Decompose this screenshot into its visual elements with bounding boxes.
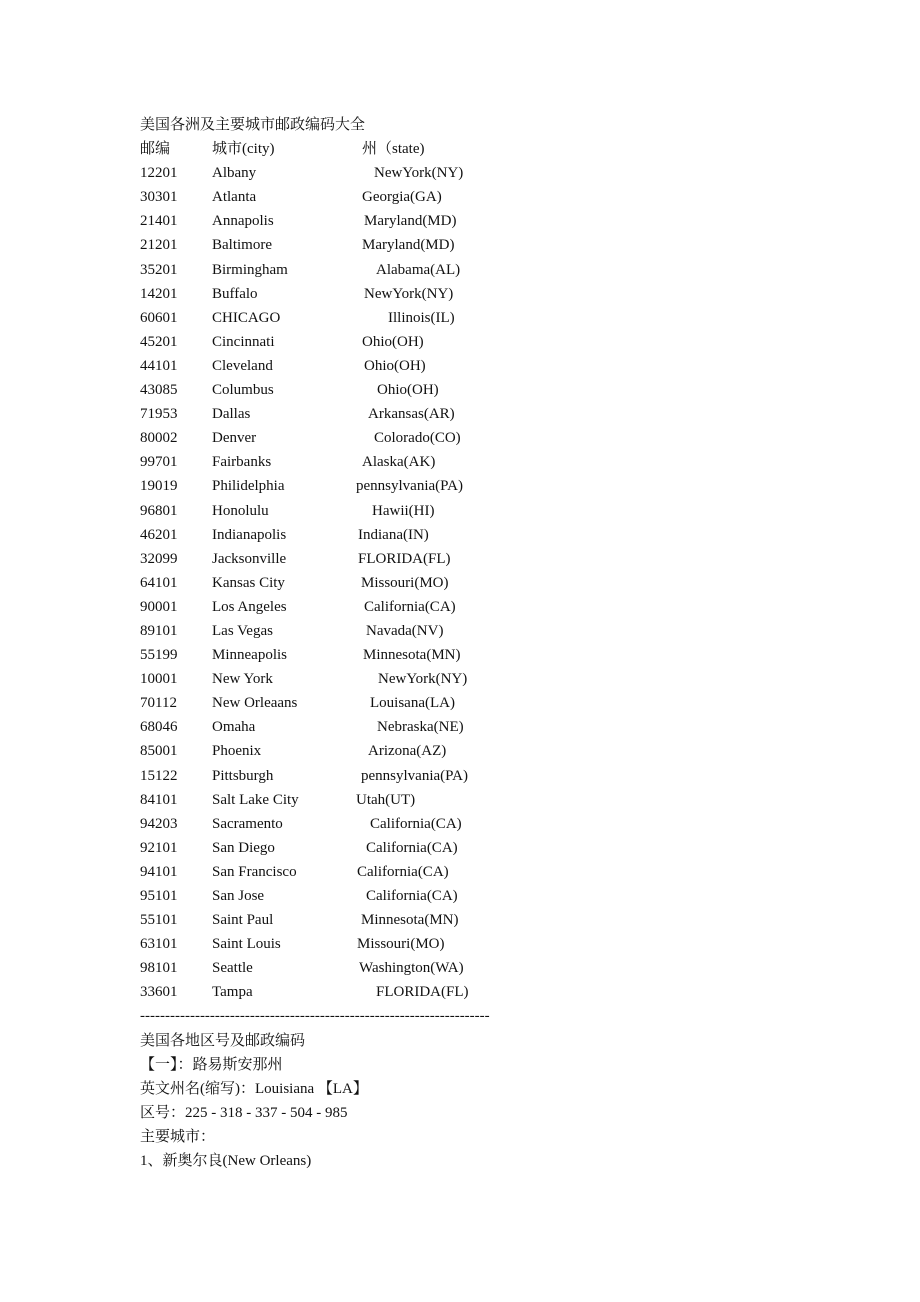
table-row — [140, 812, 780, 836]
table-row — [140, 450, 780, 474]
header-zip: 邮编 — [140, 141, 171, 158]
table-row — [140, 884, 780, 908]
row-city: Pittsburgh — [212, 767, 274, 784]
major-cities-label: 主要城市： — [140, 1128, 216, 1145]
row-state: California(CA) — [366, 888, 458, 904]
row-city: Minneapolis — [212, 647, 287, 664]
row-city: Cleveland — [212, 357, 273, 374]
row-zip: 85001 — [140, 743, 178, 760]
row-zip: 14201 — [140, 285, 178, 302]
row-city: Birmingham — [212, 261, 288, 278]
row-zip: 96801 — [140, 502, 178, 519]
state-name-line: 英文州名(缩写)：Louisiana 【LA】 — [140, 1080, 368, 1097]
table-row — [140, 956, 780, 980]
row-city: San Jose — [212, 888, 265, 904]
row-city: CHICAGO — [212, 309, 281, 326]
row-state: Alabama(AL) — [376, 261, 461, 278]
row-state: Hawii(HI) — [372, 502, 435, 519]
row-city: Philidelphia — [212, 478, 285, 495]
document-body — [140, 113, 780, 1173]
row-state: California(CA) — [357, 863, 449, 880]
header-state: 州（state) — [362, 141, 425, 158]
row-city: Las Vegas — [212, 622, 273, 639]
header-city: 城市(city) — [212, 141, 275, 158]
row-state: California(CA) — [370, 815, 462, 832]
row-state: Alaska(AK) — [362, 454, 436, 471]
row-zip: 19019 — [140, 478, 178, 495]
table-row — [140, 378, 780, 402]
row-city: New York — [212, 671, 273, 688]
row-zip: 21201 — [140, 237, 178, 254]
row-city: Saint Paul — [212, 912, 274, 929]
row-zip: 43085 — [140, 382, 178, 399]
row-city: Seattle — [212, 960, 253, 977]
row-state: Maryland(MD) — [362, 237, 455, 254]
row-zip: 35201 — [140, 261, 178, 278]
row-zip: 71953 — [140, 406, 178, 423]
row-state: Georgia(GA) — [362, 189, 442, 206]
row-zip: 70112 — [140, 695, 177, 712]
table-row — [140, 258, 780, 282]
row-zip: 60601 — [140, 309, 178, 326]
row-city: Annapolis — [212, 213, 274, 230]
row-state: Nebraska(NE) — [377, 719, 464, 736]
table-header — [140, 137, 780, 161]
table-row — [140, 571, 780, 595]
row-city: Buffalo — [212, 285, 258, 302]
row-zip: 15122 — [140, 767, 178, 784]
row-state: Minnesota(MN) — [363, 647, 461, 664]
table-row — [140, 233, 780, 257]
table-row — [140, 667, 780, 691]
table-row — [140, 306, 780, 330]
row-city: Tampa — [212, 984, 253, 1001]
row-state: Indiana(IN) — [358, 526, 429, 543]
section-item-louisiana: 【一】：路易斯安那州 — [140, 1056, 283, 1073]
row-state: pennsylvania(PA) — [356, 478, 463, 495]
row-zip: 94101 — [140, 863, 178, 880]
row-city: Saint Louis — [212, 936, 281, 953]
zip-table — [140, 161, 780, 1004]
row-zip: 84101 — [140, 791, 178, 808]
city-item: 1、新奥尔良(New Orleans) — [140, 1153, 312, 1170]
row-state: California(CA) — [364, 598, 456, 615]
table-row — [140, 185, 780, 209]
row-zip: 80002 — [140, 430, 178, 447]
row-zip: 94203 — [140, 815, 178, 832]
row-zip: 55199 — [140, 647, 178, 664]
row-zip: 64101 — [140, 574, 178, 591]
row-zip: 21401 — [140, 213, 178, 230]
row-zip: 99701 — [140, 454, 178, 471]
table-row — [140, 860, 780, 884]
table-row — [140, 739, 780, 763]
table-row — [140, 715, 780, 739]
table-row — [140, 980, 780, 1004]
row-zip: 68046 — [140, 719, 178, 736]
row-zip: 63101 — [140, 936, 178, 953]
row-zip: 45201 — [140, 333, 178, 350]
table-row — [140, 209, 780, 233]
row-state: Ohio(OH) — [364, 357, 426, 374]
row-zip: 12201 — [140, 165, 178, 182]
row-state: California(CA) — [366, 839, 458, 856]
table-row — [140, 547, 780, 571]
row-city: Denver — [212, 430, 257, 447]
table-row — [140, 330, 780, 354]
row-zip: 33601 — [140, 984, 178, 1001]
row-city: Albany — [212, 165, 257, 182]
row-state: Missouri(MO) — [357, 936, 445, 953]
row-state: FLORIDA(FL) — [358, 550, 451, 567]
table-row — [140, 282, 780, 306]
row-state: Arizona(AZ) — [368, 743, 447, 760]
row-state: NewYork(NY) — [364, 285, 454, 302]
table-row — [140, 499, 780, 523]
table-row — [140, 474, 780, 498]
table-row — [140, 523, 780, 547]
row-city: Indianapolis — [212, 526, 287, 543]
row-state: Washington(WA) — [359, 960, 464, 977]
row-zip: 98101 — [140, 960, 178, 977]
row-city: San Diego — [212, 839, 275, 856]
row-state: pennsylvania(PA) — [361, 767, 468, 784]
table-row — [140, 161, 780, 185]
row-state: NewYork(NY) — [374, 165, 464, 182]
table-row — [140, 354, 780, 378]
row-zip: 92101 — [140, 839, 178, 856]
row-city: Omaha — [212, 719, 256, 736]
row-zip: 95101 — [140, 888, 178, 904]
row-state: Colorado(CO) — [374, 430, 461, 447]
row-city: Phoenix — [212, 743, 262, 760]
row-state: Arkansas(AR) — [368, 406, 455, 423]
row-city: Honolulu — [212, 502, 269, 519]
table-row — [140, 426, 780, 450]
table-row — [140, 691, 780, 715]
row-zip: 32099 — [140, 550, 178, 567]
table-row — [140, 836, 780, 860]
row-state: NewYork(NY) — [378, 671, 468, 688]
row-city: Baltimore — [212, 237, 272, 254]
table-row — [140, 402, 780, 426]
row-state: Ohio(OH) — [362, 333, 424, 350]
row-state: Missouri(MO) — [361, 574, 449, 591]
row-city: Columbus — [212, 382, 274, 399]
row-zip: 55101 — [140, 912, 178, 929]
row-zip: 89101 — [140, 622, 178, 639]
row-city: New Orleaans — [212, 695, 298, 712]
row-zip: 44101 — [140, 357, 178, 374]
document-title: 美国各洲及主要城市邮政编码大全 — [140, 117, 366, 133]
row-state: Illinois(IL) — [388, 309, 455, 326]
table-row — [140, 619, 780, 643]
row-city: Los Angeles — [212, 598, 287, 615]
table-row — [140, 764, 780, 788]
row-zip: 46201 — [140, 526, 178, 543]
row-city: Cincinnati — [212, 333, 275, 350]
row-state: Utah(UT) — [356, 791, 416, 808]
row-city: Jacksonville — [212, 550, 287, 567]
row-city: Salt Lake City — [212, 791, 299, 808]
separator-line: ---------------------------------------------------------------------- — [140, 1008, 490, 1025]
table-row — [140, 643, 780, 667]
row-zip: 30301 — [140, 189, 178, 206]
row-state: Ohio(OH) — [377, 382, 439, 399]
row-city: Kansas City — [212, 574, 285, 591]
row-city: Atlanta — [212, 189, 257, 206]
row-city: San Francisco — [212, 863, 297, 880]
row-state: Louisana(LA) — [370, 695, 455, 712]
table-row — [140, 595, 780, 619]
section-heading: 美国各地区号及邮政编码 — [140, 1032, 306, 1049]
row-city: Fairbanks — [212, 454, 272, 471]
table-row — [140, 908, 780, 932]
row-zip: 90001 — [140, 598, 178, 615]
table-row — [140, 788, 780, 812]
row-zip: 10001 — [140, 671, 178, 688]
row-state: Minnesota(MN) — [361, 912, 459, 929]
row-city: Dallas — [212, 406, 251, 423]
row-state: Navada(NV) — [366, 622, 444, 639]
row-state: FLORIDA(FL) — [376, 984, 469, 1001]
row-city: Sacramento — [212, 815, 283, 832]
area-codes-line: 区号：225 - 318 - 337 - 504 - 985 — [140, 1104, 348, 1121]
table-row — [140, 932, 780, 956]
row-state: Maryland(MD) — [364, 213, 457, 230]
